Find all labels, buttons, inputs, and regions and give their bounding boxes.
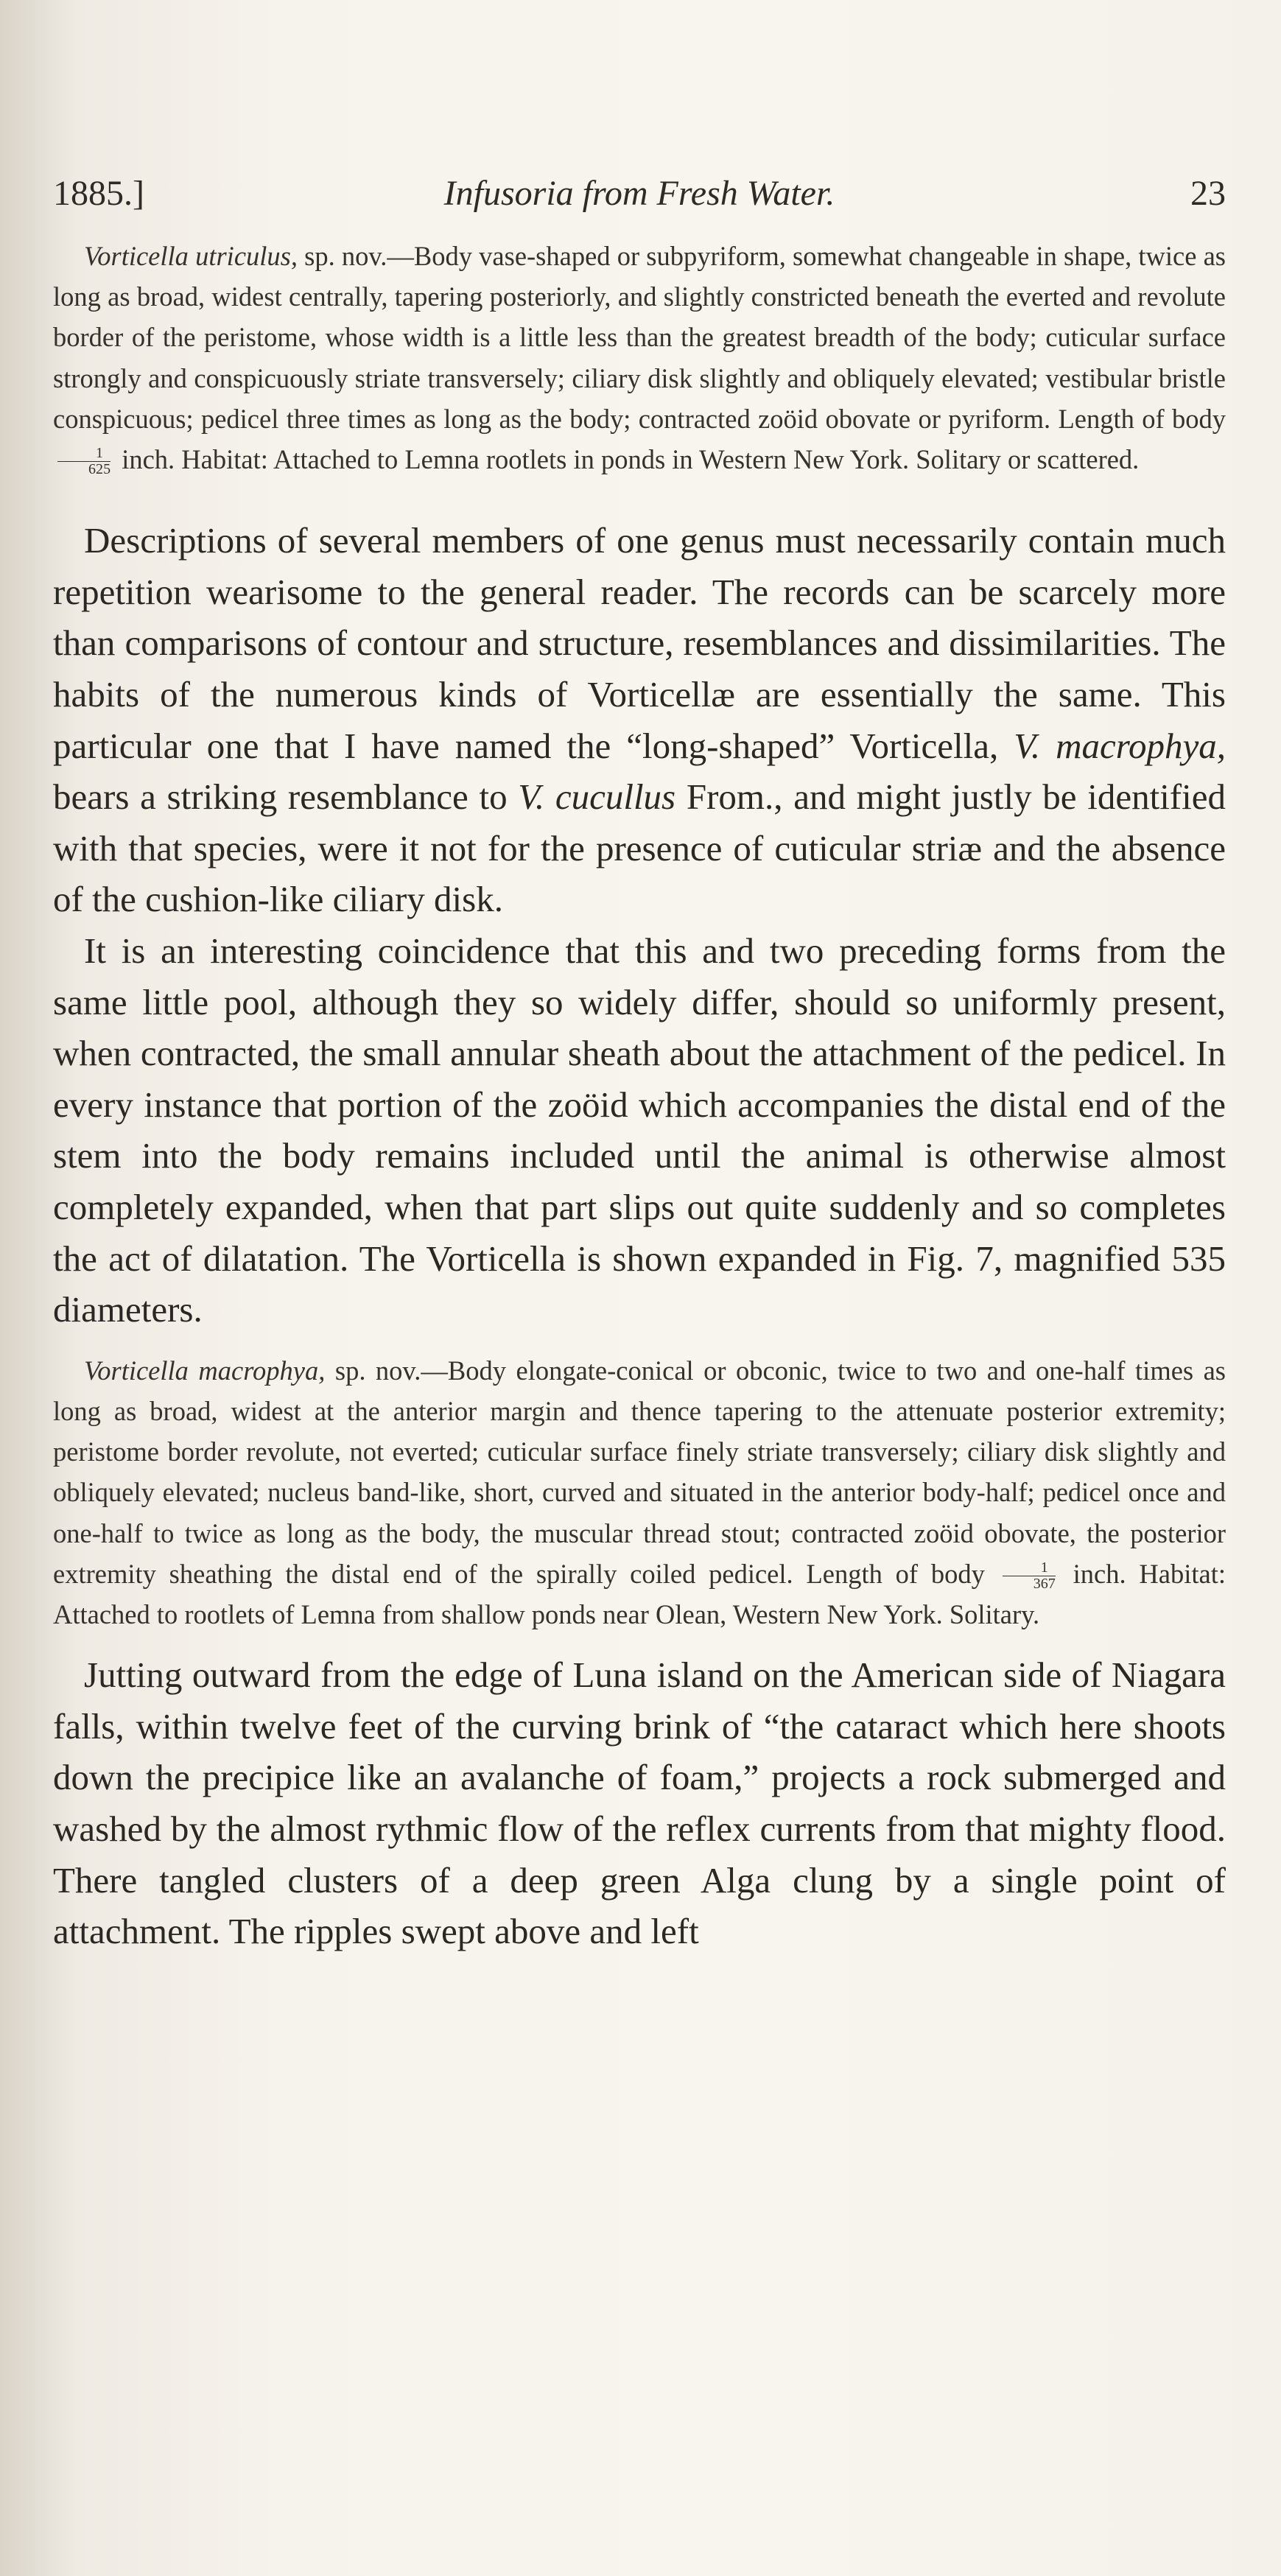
body-paragraph-2: It is an interesting coincidence that this and two preceding forms from the same little pool, although they so widely differ, should so uniformly present, when contracted, the small annular sheath about the attachment of the pedicel. In every instance that portion of the zoöid which accompanies the distal end of the stem into the body remains included until the animal is otherwise almost completely expanded, when that part slips out quite suddenly and so completes the act of dilatation. The Vorticella is shown expanded in Fig. 7, magnified 535 diameters.: [53, 930, 1226, 1330]
description-text-end: inch. Habitat: Attached to Lemna rootlets in ponds in Western New York. Solitary or scattered.: [115, 444, 1140, 475]
species-name: Vorticella macrophya,: [84, 1355, 326, 1386]
species-description-macrophya: [53, 1350, 1226, 1635]
fraction: [57, 446, 110, 477]
running-head: [53, 166, 1226, 221]
species-name: Vorticella utriculus,: [84, 241, 298, 271]
fraction: [1003, 1560, 1056, 1592]
paragraph-text: Descriptions of several members of one genus must necessarily contain much repetition wearisome to the general reader. The records can be scarcely more than comparisons of contour and structure, resemblances and dissimilarities. The habits of the numerous kinds of Vorticellæ are essentially the same. This particular one that I have named the “long-shaped” Vorticella,: [53, 520, 1226, 766]
body-paragraph-1: [53, 515, 1226, 925]
description-text: sp. nov.—Body elongate-conical or obconic, twice to two and one-half times as long as broad, widest at the anterior margin and thence tapering to the attenuate posterior extremity; peristome border revolute, not everted; cuticular surface finely striate transversely; ciliary disk slightly and obliquely elevated; nucleus band-like, short, curved and situated in the anterior body-half; pedicel once and one-half to twice as long as the body, the muscular thread stout; contracted zoöid obovate, the posterior extremity sheathing the distal end of the spirally coiled pedicel. Length of body: [53, 1355, 1226, 1589]
paragraph-text: From., and might justly be identified with that species, were it not for the presence of cuticular striæ and the absence of the cushion-like ciliary disk.: [53, 776, 1226, 920]
fraction-numerator: 1: [1003, 1560, 1056, 1576]
fraction-denominator: 625: [88, 461, 111, 478]
description-text: sp. nov.—Body vase-shaped or subpyriform, somewhat changeable in shape, twice as long as broad, widest centrally, tapering posteriorly, and slightly constricted beneath the everted and revolute border of the peristome, whose width is a little less than the greatest breadth of the body; cuticular surface strongly and conspicuously striate transversely; ciliary disk slightly and obliquely elevated; vestibular bristle conspicuous; pedicel three times as long as the body; contracted zoöid obovate or pyriform. Length of body: [53, 241, 1226, 434]
header-year: 1885.]: [53, 174, 144, 213]
species-name: V. macrophya,: [1014, 725, 1226, 766]
species-name: V. cucullus: [518, 776, 676, 818]
paragraph-text: bears a striking resemblance to: [53, 776, 519, 818]
header-title: Infusoria from Fresh Water.: [443, 174, 835, 213]
body-paragraph-3: Jutting outward from the edge of Luna island on the American side of Niagara falls, within twelve feet of the curving brink of “the cataract which here shoots down the precipice like an avalanche of foam,” projects a rock submerged and washed by the almost rythmic flow of the reflex currents from that mighty flood. There tangled clusters of a deep green Alga clung by a single point of attachment. The ripples swept above and left: [53, 1654, 1226, 1952]
description-text-end: inch. Habitat: Attached to rootlets of Lemna from shallow ponds near Olean, Western New York. Solitary.: [53, 1558, 1226, 1629]
fraction-numerator: 1: [57, 446, 110, 462]
fraction-denominator: 367: [1033, 1575, 1056, 1592]
page-number: 23: [1190, 174, 1226, 213]
species-description-utriculus: [53, 236, 1226, 480]
book-page: [53, 166, 1226, 1957]
